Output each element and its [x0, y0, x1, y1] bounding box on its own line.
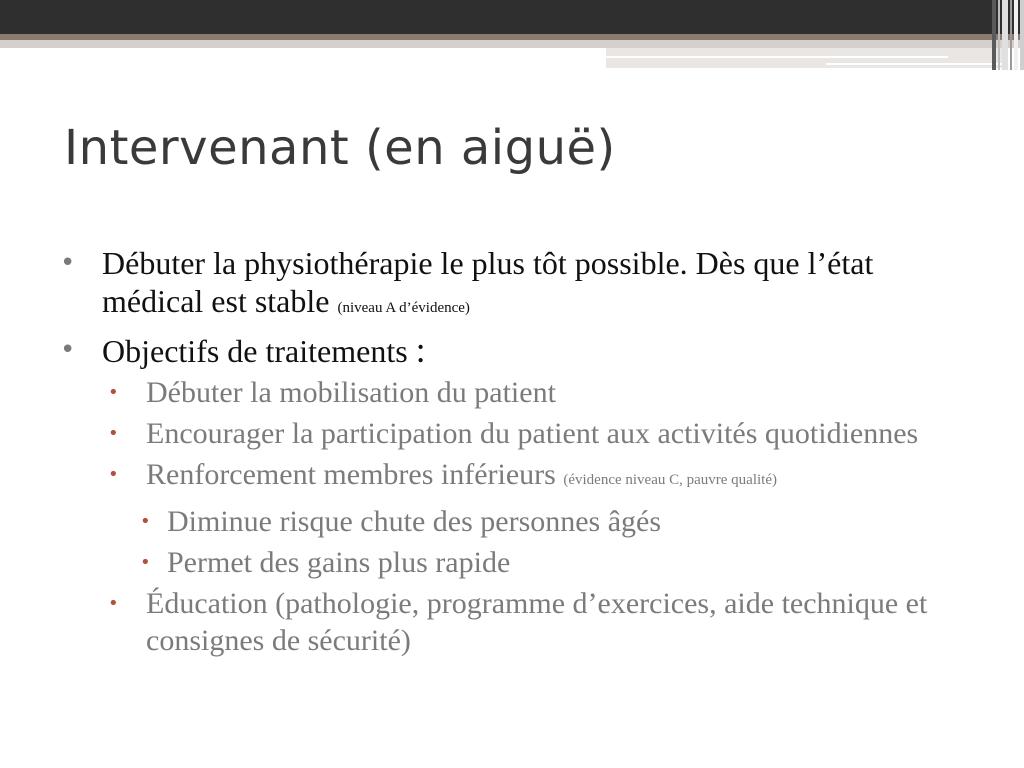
sub-bullet-text: Débuter la mobilisation du patient: [146, 376, 556, 409]
decorative-stripes: [992, 0, 1024, 70]
sub-sub-bullet-text: Permet des gains plus rapide: [167, 546, 511, 579]
sub-bullet-icon: •: [108, 382, 119, 403]
bullet-item: [60, 331, 960, 370]
sub-sub-bullet-text: Diminue risque chute des personnes âgés: [167, 505, 662, 538]
top-banner-shadow: [0, 40, 1024, 48]
sub-bullet-text: Renforcement membres inférieurs: [146, 458, 556, 491]
decorative-line: [606, 56, 948, 58]
bullet-suffix: :: [415, 330, 426, 370]
slide-body: [60, 244, 960, 663]
evidence-note: (niveau A d’évidence): [337, 300, 470, 316]
decorative-line: [826, 63, 1006, 65]
sub-bullet-icon: •: [108, 464, 119, 485]
sub-bullet-icon: •: [108, 423, 119, 444]
decorative-band: [606, 48, 1006, 68]
sub-bullet-text: Encourager la participation du patient aux activités quotidiennes: [146, 417, 919, 450]
top-banner-dark: [0, 0, 1024, 34]
bullet-icon: •: [60, 335, 76, 365]
bullet-icon: •: [60, 248, 76, 278]
bullet-item: [60, 244, 960, 327]
sub-bullet-item: [60, 585, 960, 659]
bullet-text: Objectifs de traitements: [102, 333, 408, 369]
sub-bullet-icon: •: [140, 552, 151, 573]
sub-bullet-text: Éducation (pathologie, programme d’exercices, aide technique et consignes de sécurité): [146, 587, 928, 657]
bullet-text: Débuter la physiothérapie le plus tôt possible. Dès que l’état médical est stable: [102, 245, 874, 319]
evidence-note: (évidence niveau C, pauvre qualité): [563, 472, 777, 488]
slide-title: Intervenant (en aiguë): [64, 120, 616, 176]
sub-bullet-item: [60, 374, 960, 411]
sub-bullet-item: [60, 415, 960, 452]
sub-sub-bullet-item: [60, 544, 960, 581]
sub-bullet-item: [60, 456, 960, 499]
sub-sub-bullet-item: [60, 503, 960, 540]
sub-bullet-icon: •: [140, 511, 151, 532]
sub-bullet-icon: •: [108, 593, 119, 614]
